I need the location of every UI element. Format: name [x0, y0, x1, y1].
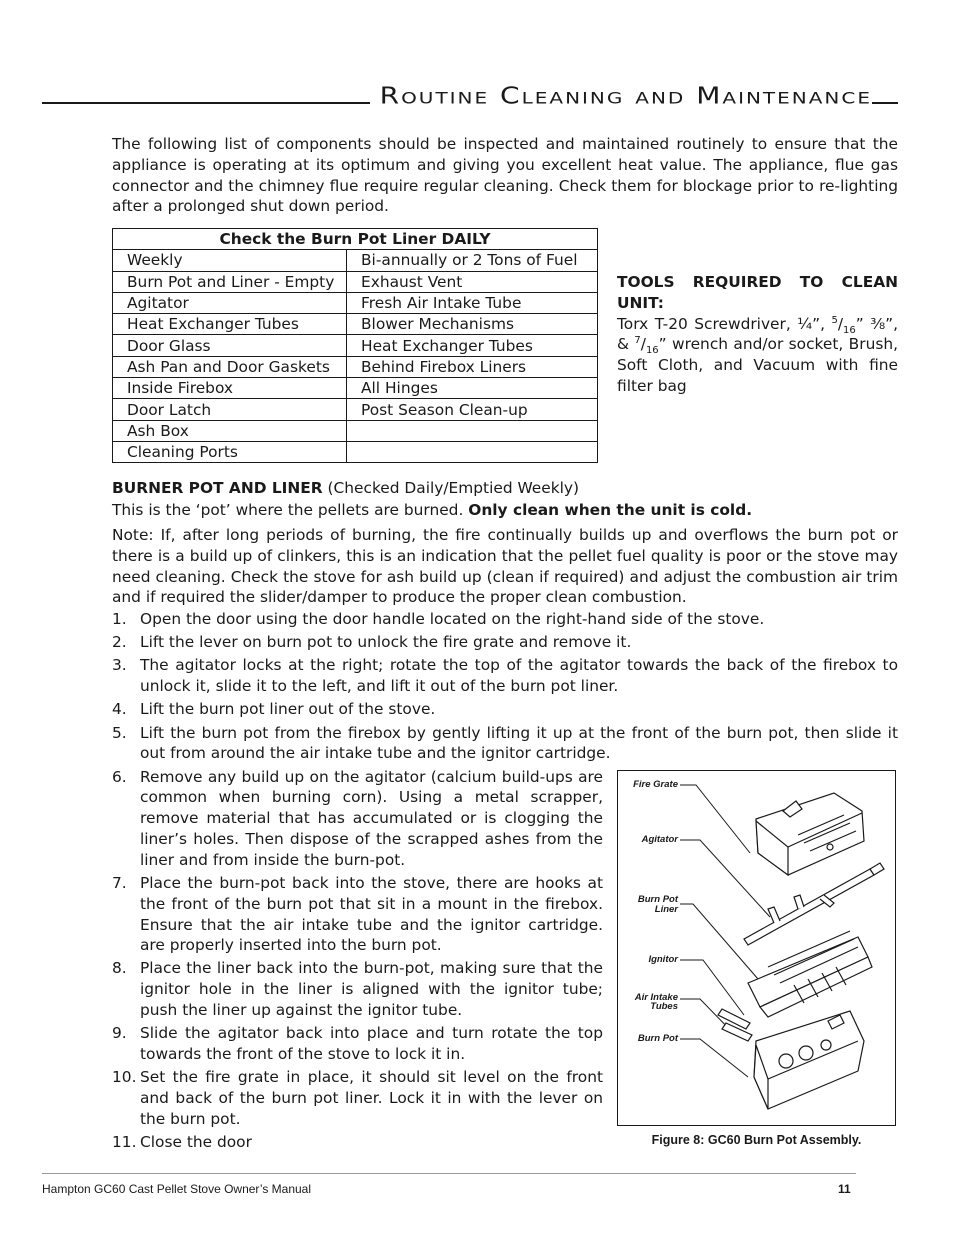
tools-list: Torx T-20 Screwdriver, ¼”, $^5/_{16}$” ⅜”, & $^7/_{16}$” wrench and/or socket, Brush, Soft Cloth, and Vacuum with fine filter bag: [617, 314, 898, 395]
table-row: [113, 441, 598, 462]
label-ignitor: Ignitor: [648, 954, 678, 965]
step-number: 2.: [112, 633, 127, 652]
table-cell: Weekly: [113, 250, 347, 271]
table-cell: [347, 420, 598, 441]
fraction-denominator: 16: [645, 345, 659, 357]
step-number: 11.: [112, 1133, 137, 1152]
list-item: [112, 609, 898, 630]
step-text: Open the door using the door handle located on the right-hand side of the stove.: [140, 610, 765, 628]
table-cell: Fresh Air Intake Tube: [347, 292, 598, 313]
label-burn-pot-liner-line1: Burn Pot: [637, 894, 678, 905]
step-number: 4.: [112, 700, 127, 719]
burner-heading-note: (Checked Daily/Emptied Weekly): [322, 479, 580, 497]
table-cell: Inside Firebox: [113, 378, 347, 399]
table-row: [113, 356, 598, 377]
step-text: Set the fire grate in place, it should sit level on the front and back of the burn pot liner. Lock it in with the lever on the burn pot.: [140, 1068, 603, 1128]
table-cell: Cleaning Ports: [113, 441, 347, 462]
label-agitator: Agitator: [641, 834, 678, 845]
table-cell: Door Glass: [113, 335, 347, 356]
table-cell: Bi-annually or 2 Tons of Fuel: [347, 250, 598, 271]
label-air-intake-line2: Tubes: [650, 1001, 678, 1012]
step-text: Lift the burn pot from the firebox by gently lifting it up at the front of the burn pot, then slide it out from around the air intake tube and the ignitor cartridge.: [140, 723, 898, 763]
list-item: [112, 632, 898, 653]
leader-burn-pot: [680, 1039, 748, 1077]
step-number: 8.: [112, 959, 127, 978]
list-item: [112, 723, 898, 765]
page-title: Routine Cleaning and Maintenance: [370, 82, 872, 110]
footer-manual-title: Hampton GC60 Cast Pellet Stove Owner’s Manual: [42, 1182, 312, 1196]
burn-pot-figure: [617, 770, 896, 1126]
label-burn-pot: Burn Pot: [637, 1033, 678, 1044]
leader-ignitor: [680, 960, 744, 1015]
tools-text: ” ⅜”, &: [617, 314, 898, 354]
table-row: [113, 271, 598, 292]
list-item: [112, 958, 603, 1020]
liner-drawing: [748, 931, 872, 1017]
table-cell: Heat Exchanger Tubes: [347, 335, 598, 356]
table-cell: Blower Mechanisms: [347, 314, 598, 335]
list-item: [112, 873, 603, 956]
table-cell: Ash Pan and Door Gaskets: [113, 356, 347, 377]
figure-caption: Figure 8: GC60 Burn Pot Assembly.: [651, 1133, 862, 1147]
step-number: 9.: [112, 1024, 127, 1043]
list-item: [112, 1132, 603, 1153]
burner-heading-line: [112, 478, 898, 499]
table-row: [113, 314, 598, 335]
label-fire-grate: Fire Grate: [633, 779, 678, 790]
agitator-drawing: [744, 863, 884, 945]
tools-text: ” wrench and/or socket, Brush, Soft Cloth, and Vacuum with fine filter bag: [617, 335, 898, 395]
fraction-numerator: 7: [634, 335, 641, 347]
step-number: 7.: [112, 873, 127, 892]
footer-rule: [42, 1173, 856, 1174]
step-text: Place the burn-pot back into the stove, there are hooks at the front of the burn pot that sit in a mount in the firebox. Ensure that the air intake tube and the ignitor cartridge. are properly inserted into the burn pot.: [140, 873, 603, 955]
fire-grate-drawing: [756, 793, 864, 875]
burner-warning: Only clean when the unit is cold.: [468, 501, 753, 519]
table-cell: Door Latch: [113, 399, 347, 420]
tools-heading: TOOLS REQUIRED TO CLEAN: [617, 273, 898, 291]
burn-pot-drawing: [754, 1011, 864, 1109]
table-row: [113, 399, 598, 420]
table-row: [113, 335, 598, 356]
step-text: Lift the burn pot liner out of the stove.: [140, 700, 436, 719]
leader-fire-grate: [680, 785, 750, 853]
fraction-denominator: 16: [843, 324, 856, 336]
table-row: [113, 250, 598, 271]
burner-intro-line: [112, 500, 898, 521]
table-row: [113, 292, 598, 313]
table-row: [113, 420, 598, 441]
step-number: 10.: [112, 1068, 137, 1087]
list-item: [112, 655, 898, 697]
intro-paragraph: The following list of components should be inspected and maintained routinely to ensure that the appliance is operating at its optimum and giving you excellent heat value. The appliance, flue gas connector and the chimney flue require regular cleaning. Check them for blockage prior to re-lighting after a prolonged shut down period.: [112, 135, 898, 216]
step-number: 1.: [112, 610, 127, 628]
tools-required: [617, 272, 898, 397]
table-cell: [347, 441, 598, 462]
step-text: The agitator locks at the right; rotate the top of the agitator towards the back of the firebox to unlock it, slide it to the left, and lift it out of the burn pot liner.: [140, 656, 898, 696]
step-text: Slide the agitator back into place and turn rotate the top towards the front of the stove to lock it in.: [140, 1024, 603, 1064]
burner-note: Note: If, after long periods of burning, the fire continually builds up and overflows the burn pot or there is a build up of clinkers, this is an indication that the pellet fuel quality is poor or the stove may need cleaning. Check the stove for ash build up (clean if required) and adjust the combustion air trim and if required the slider/damper to produce the proper clean combustion.: [112, 526, 898, 607]
table-cell: All Hinges: [347, 378, 598, 399]
list-item: [112, 767, 603, 871]
step-number: 5.: [112, 723, 127, 742]
burn-pot-diagram: [618, 771, 897, 1127]
label-burn-pot-liner-line2: Liner: [654, 904, 678, 915]
table-cell: Agitator: [113, 292, 347, 313]
step-text: Close the door: [140, 1133, 252, 1152]
leader-agitator: [680, 840, 770, 917]
list-item: [112, 699, 898, 720]
table-row: [113, 378, 598, 399]
burner-intro: This is the ‘pot’ where the pellets are burned.: [112, 501, 469, 519]
table-cell: Exhaust Vent: [347, 271, 598, 292]
label-air-intake-line1: Air Intake: [634, 992, 678, 1003]
table-cell: Ash Box: [113, 420, 347, 441]
page-header: [42, 82, 898, 116]
maintenance-table: [112, 228, 598, 463]
table-cell: Burn Pot and Liner - Empty: [113, 271, 347, 292]
table-cell: Heat Exchanger Tubes: [113, 314, 347, 335]
fraction-numerator: 5: [831, 314, 838, 326]
table-cell: Post Season Clean-up: [347, 399, 598, 420]
tools-heading-cont: UNIT:: [617, 293, 664, 312]
step-number: 3.: [112, 656, 127, 675]
step-text: Lift the lever on burn pot to unlock the fire grate and remove it.: [140, 633, 632, 652]
table-header: Check the Burn Pot Liner DAILY: [113, 229, 598, 250]
step-text: Place the liner back into the burn-pot, making sure that the ignitor hole in the liner is aligned with the ignitor tube; push the liner up against the ignitor tube.: [140, 959, 603, 1020]
table-header-row: [113, 229, 598, 250]
step-number: 6.: [112, 767, 127, 786]
ignitor-drawing: [718, 1009, 752, 1041]
step-text: Remove any build up on the agitator (calcium build-ups are common when burning corn). Using a metal scrapper, remove material that has accumulated or is clogging the liner’s holes. Then dispose of the scrapped ashes from the liner and from inside the burn-pot.: [140, 767, 603, 869]
tools-text: Torx T-20 Screwdriver, ¼”,: [617, 314, 832, 333]
list-item: [112, 1023, 603, 1065]
burner-heading: BURNER POT AND LINER: [112, 479, 323, 497]
list-item: [112, 1067, 603, 1129]
table-cell: Behind Firebox Liners: [347, 356, 598, 377]
page-number: 11: [838, 1182, 851, 1196]
